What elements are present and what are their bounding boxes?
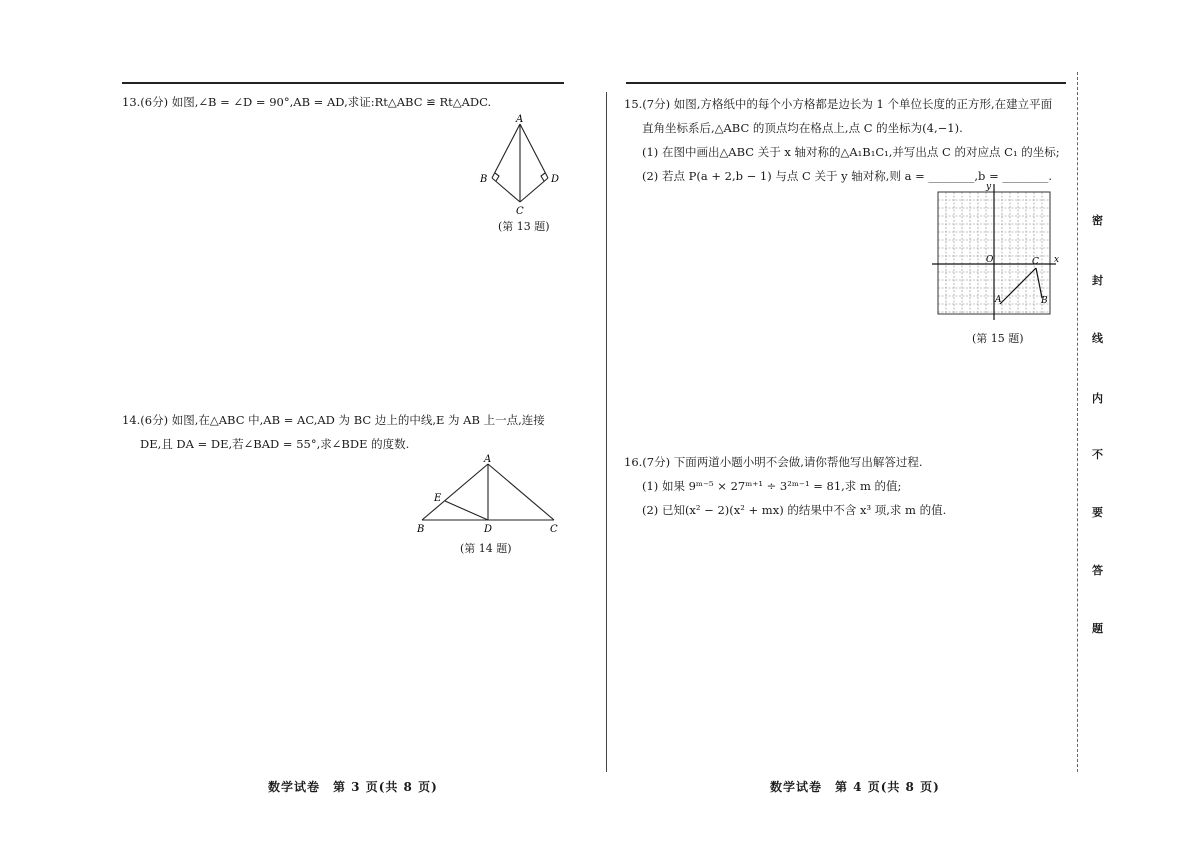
fig13-label-d: D: [551, 174, 560, 185]
fig15-label-c: C: [1032, 257, 1039, 267]
fig15-label-y: y: [986, 182, 992, 192]
fig15-label-b: B: [1041, 296, 1048, 306]
seal-char-4: 内: [1092, 392, 1103, 405]
figure-13-kite: [470, 112, 570, 218]
fig15-label-x: x: [1054, 255, 1060, 265]
question-14-text: [122, 408, 545, 456]
top-rule-left: [122, 82, 564, 84]
figure-14-caption: (第 14 题): [460, 542, 512, 555]
fig13-label-a: A: [516, 114, 524, 125]
seal-char-7: 答: [1092, 564, 1103, 577]
question-14-line-2: DE,且 DA = DE,若∠BAD = 55°,求∠BDE 的度数.: [140, 437, 410, 451]
seal-divider-line: [1077, 72, 1079, 772]
seal-char-8: 题: [1092, 622, 1103, 635]
fig13-label-b: B: [480, 174, 488, 185]
fig14-label-a: A: [484, 454, 492, 465]
fig14-label-e: E: [434, 493, 442, 504]
question-15-line-4: (2) 若点 P(a + 2,b − 1) 与点 C 关于 y 轴对称,则 a = ________,b = ________.: [642, 169, 1053, 183]
question-16-text: [624, 450, 946, 522]
fig14-label-b: B: [417, 524, 425, 535]
figure-14-triangle: [412, 452, 568, 538]
footer-page-4: 数学试卷 第 4 页(共 8 页): [770, 780, 940, 794]
center-divider: [606, 92, 607, 772]
figure-15-grid: [928, 180, 1060, 326]
question-13-text: 13.(6分) 如图,∠B = ∠D = 90°,AB = AD,求证:Rt△ABC ≌ Rt△ADC.: [122, 95, 492, 109]
top-rule-right: [626, 82, 1066, 84]
seal-char-1: 密: [1092, 214, 1103, 227]
question-15-text: [624, 92, 1060, 188]
fig14-label-c: C: [550, 524, 558, 535]
question-16-line-2: (1) 如果 9ᵐ⁻⁵ × 27ᵐ⁺¹ ÷ 3²ᵐ⁻¹ = 81,求 m 的值;: [642, 479, 902, 493]
seal-char-6: 要: [1092, 506, 1103, 519]
seal-char-5: 不: [1092, 448, 1103, 461]
fig13-label-c: C: [516, 206, 524, 217]
fig14-label-d: D: [484, 524, 493, 535]
question-15-line-2: 直角坐标系后,△ABC 的顶点均在格点上,点 C 的坐标为(4,−1).: [642, 121, 963, 135]
figure-13-caption: (第 13 题): [498, 220, 550, 233]
question-16-line-3: (2) 已知(x² − 2)(x² + mx) 的结果中不含 x³ 项,求 m 的值.: [642, 503, 947, 517]
question-16-line-1: 16.(7分) 下面两道小题小明不会做,请你帮他写出解答过程.: [624, 455, 923, 469]
fig15-label-a: A: [995, 295, 1002, 305]
fig15-label-o: O: [986, 255, 994, 265]
figure-15-caption: (第 15 题): [972, 332, 1024, 345]
footer-page-3: 数学试卷 第 3 页(共 8 页): [268, 780, 438, 794]
question-15-line-1: 15.(7分) 如图,方格纸中的每个小方格都是边长为 1 个单位长度的正方形,在建立平面: [624, 97, 1053, 111]
question-14-line-1: 14.(6分) 如图,在△ABC 中,AB = AC,AD 为 BC 边上的中线,E 为 AB 上一点,连接: [122, 413, 545, 427]
seal-char-2: 封: [1092, 274, 1103, 287]
question-15-line-3: (1) 在图中画出△ABC 关于 x 轴对称的△A₁B₁C₁,并写出点 C 的对应点 C₁ 的坐标;: [642, 145, 1060, 159]
seal-char-3: 线: [1092, 332, 1103, 345]
